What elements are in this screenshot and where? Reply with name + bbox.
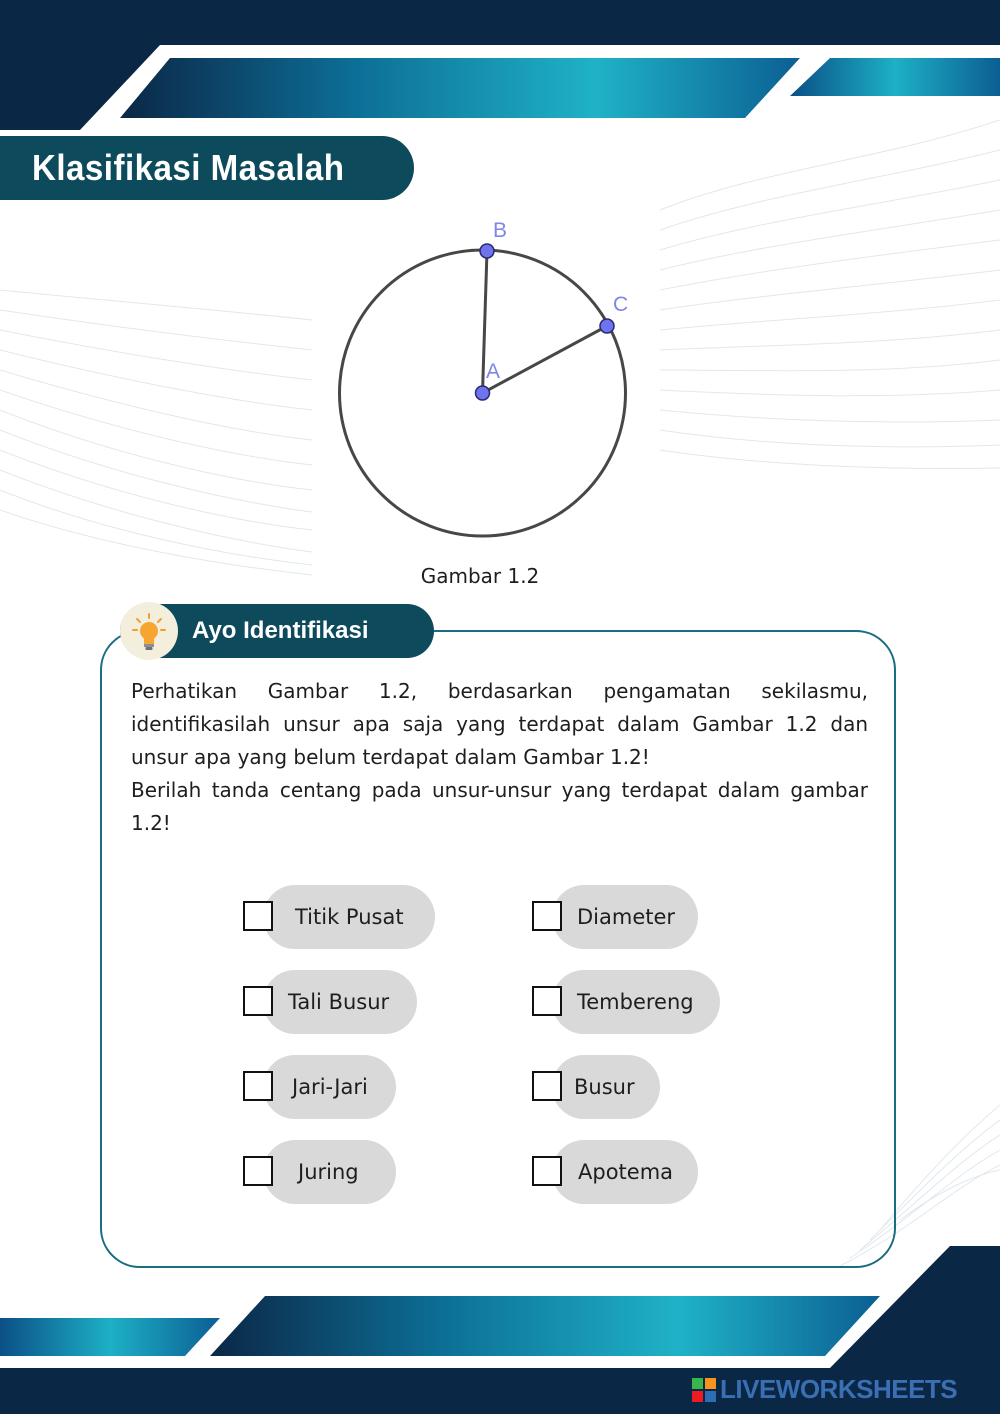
checkbox[interactable] [243,986,273,1016]
option-busur[interactable] [532,1055,660,1119]
instruction-paragraph-2: Berilah tanda centang pada unsur-unsur yang terdapat dalam gambar 1.2! [131,778,868,835]
label-c: C [613,293,629,316]
figure-caption: Gambar 1.2 [420,564,540,588]
checkbox[interactable] [243,901,273,931]
checkbox[interactable] [532,1071,562,1101]
checkbox[interactable] [532,1156,562,1186]
page-title: Klasifikasi Masalah [32,147,345,188]
option-label: Jari-Jari [292,1075,368,1099]
label-b: B [493,219,508,242]
instruction-paragraph-1: Perhatikan Gambar 1.2, berdasarkan pengamatan sekilasmu, identifikasilah unsur apa saja yang terdapat dalam Gambar 1.2 dan unsur apa yang belum terdapat dalam Gambar 1.2! [131,679,868,769]
point-a [476,386,490,400]
point-c [600,319,614,333]
footer-brand: LIVEWORKSHEETS [720,1374,958,1404]
option-label: Tali Busur [288,990,390,1014]
option-juring[interactable] [243,1140,396,1204]
activity-heading: Ayo Identifikasi [192,617,369,644]
option-label: Busur [574,1075,635,1099]
option-label: Titik Pusat [295,905,404,929]
checkbox[interactable] [532,986,562,1016]
option-label: Juring [298,1160,359,1184]
option-label: Diameter [577,905,676,929]
option-label: Tembereng [577,990,694,1014]
instructions [131,675,868,840]
option-label: Apotema [578,1160,674,1184]
label-a: A [486,360,501,383]
option-tembereng[interactable] [532,970,720,1034]
lightbulb-icon [120,602,178,660]
lightbulb-badge [120,602,178,660]
option-apotema[interactable] [532,1140,698,1204]
option-titik-pusat[interactable] [243,885,435,949]
option-jari-jari[interactable] [243,1055,396,1119]
option-tali-busur[interactable] [243,970,417,1034]
checkbox[interactable] [243,1071,273,1101]
checkbox[interactable] [532,901,562,931]
point-b [480,244,494,258]
liveworksheets-logo-icon [692,1378,716,1402]
checkbox[interactable] [243,1156,273,1186]
circle-figure [312,210,660,550]
option-diameter[interactable] [532,885,698,949]
